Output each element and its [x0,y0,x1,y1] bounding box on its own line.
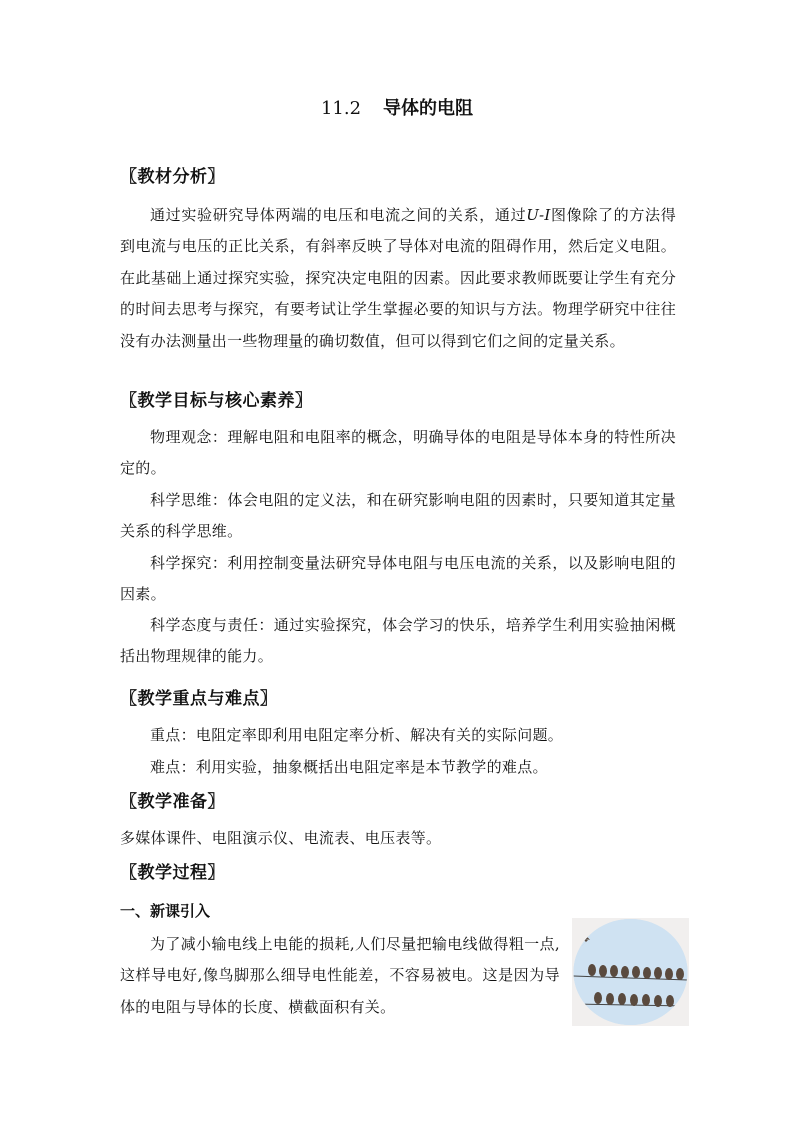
page-title [0,97,794,121]
introduction-paragraph: 为了减小输电线上电能的损耗,人们尽量把输电线做得粗一点,这样导电好,像鸟脚那么细导电性能差，不容易被电。这是因为导体的电阻与导体的长度、横截面积有关。 [120,935,560,1016]
goal-attitude-responsibility: 科学态度与责任：通过实验探究，体会学习的快乐，培养学生利用实验抽闲概括出物理规律的能力。 [120,616,676,666]
heading-preparation: 〖教学准备〗 [120,792,225,812]
heading-goals: 〖教学目标与核心素养〗 [120,391,313,411]
goal-scientific-thinking: 科学思维：体会电阻的定义法，和在研究影响电阻的因素时，只要知道其定量关系的科学思维。 [120,491,676,541]
analysis-text-part2: 图像除了的方法得到电流与电压的正比关系，有斜率反映了导体对电流的阻碍作用，然后定义电阻。在此基础上通过探究实验，探究决定电阻的因素。因此要求教师既要让学生有充分的时间去思考与探究，有要考试让学生掌握必要的知识与方法。物理学研究中往往没有办法测量出一些物理量的确切数值，但可以得到它们之间的定量关系。 [120,206,677,350]
difficult-point-text: 难点：利用实验，抽象概括出电阻定率是本节教学的难点。 [150,758,548,776]
birds-illustration [572,918,689,1026]
ui-symbol: U-I [526,206,551,224]
heading-key-points: 〖教学重点与难点〗 [120,689,278,709]
heading-analysis: 〖教材分析〗 [120,167,225,187]
birds-on-wire-photo [572,918,689,1026]
analysis-paragraph [120,200,676,357]
title-text: 导体的电阻 [383,98,474,119]
heading-process: 〖教学过程〗 [120,863,225,883]
goal-physics-concept: 物理观念：理解电阻和电阻率的概念，明确导体的电阻是导体本身的特性所决定的。 [120,428,676,478]
subheading-introduction: 一、新课引入 [120,902,211,920]
analysis-text-part1: 通过实验研究导体两端的电压和电流之间的关系，通过 [150,206,527,224]
key-point-text: 重点：电阻定率即利用电阻定率分析、解决有关的实际问题。 [150,726,564,744]
section-number: 11.2 [320,98,362,119]
preparation-text: 多媒体课件、电阻演示仪、电流表、电压表等。 [120,829,442,847]
goal-scientific-inquiry: 科学探究：利用控制变量法研究导体电阻与电压电流的关系，以及影响电阻的因素。 [120,554,676,604]
